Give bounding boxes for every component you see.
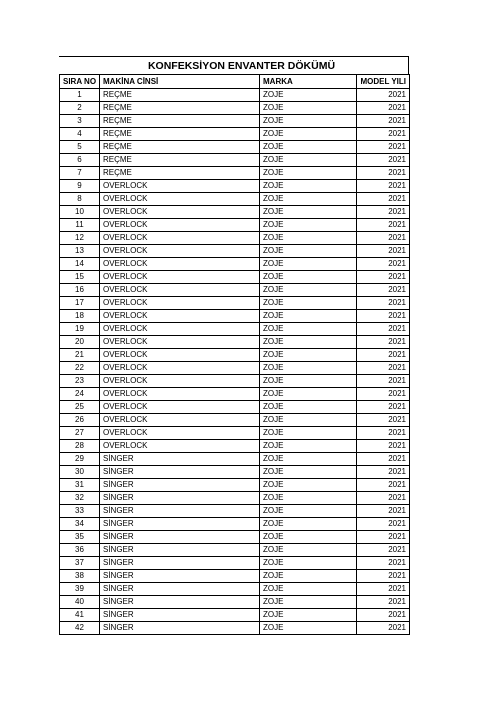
table-row: [60, 167, 410, 180]
cell-marka: ZOJE: [260, 219, 357, 232]
cell-model-yili: 2021: [357, 128, 410, 141]
cell-makina-cinsi: OVERLOCK: [100, 414, 260, 427]
cell-makina-cinsi: OVERLOCK: [100, 180, 260, 193]
table-row: [60, 531, 410, 544]
cell-makina-cinsi: OVERLOCK: [100, 206, 260, 219]
table-row: [60, 349, 410, 362]
cell-marka: ZOJE: [260, 466, 357, 479]
cell-model-yili: 2021: [357, 284, 410, 297]
cell-sira-no: 21: [60, 349, 100, 362]
cell-marka: ZOJE: [260, 557, 357, 570]
cell-marka: ZOJE: [260, 206, 357, 219]
cell-marka: ZOJE: [260, 258, 357, 271]
cell-sira-no: 18: [60, 310, 100, 323]
cell-marka: ZOJE: [260, 401, 357, 414]
cell-sira-no: 11: [60, 219, 100, 232]
cell-sira-no: 5: [60, 141, 100, 154]
cell-marka: ZOJE: [260, 349, 357, 362]
cell-model-yili: 2021: [357, 102, 410, 115]
cell-marka: ZOJE: [260, 583, 357, 596]
cell-sira-no: 42: [60, 622, 100, 635]
cell-makina-cinsi: SİNGER: [100, 531, 260, 544]
cell-model-yili: 2021: [357, 570, 410, 583]
cell-model-yili: 2021: [357, 440, 410, 453]
table-row: [60, 180, 410, 193]
table-row: [60, 219, 410, 232]
table-row: [60, 115, 410, 128]
cell-marka: ZOJE: [260, 609, 357, 622]
cell-model-yili: 2021: [357, 492, 410, 505]
cell-model-yili: 2021: [357, 310, 410, 323]
cell-sira-no: 20: [60, 336, 100, 349]
cell-makina-cinsi: OVERLOCK: [100, 323, 260, 336]
table-row: [60, 336, 410, 349]
cell-model-yili: 2021: [357, 336, 410, 349]
cell-sira-no: 1: [60, 89, 100, 102]
cell-model-yili: 2021: [357, 505, 410, 518]
cell-marka: ZOJE: [260, 570, 357, 583]
cell-sira-no: 23: [60, 375, 100, 388]
cell-model-yili: 2021: [357, 596, 410, 609]
cell-model-yili: 2021: [357, 479, 410, 492]
cell-model-yili: 2021: [357, 414, 410, 427]
cell-model-yili: 2021: [357, 193, 410, 206]
cell-model-yili: 2021: [357, 323, 410, 336]
cell-sira-no: 13: [60, 245, 100, 258]
cell-makina-cinsi: OVERLOCK: [100, 388, 260, 401]
cell-marka: ZOJE: [260, 102, 357, 115]
cell-sira-no: 6: [60, 154, 100, 167]
column-header-marka: MARKA: [260, 75, 357, 89]
cell-makina-cinsi: REÇME: [100, 89, 260, 102]
cell-marka: ZOJE: [260, 622, 357, 635]
cell-sira-no: 17: [60, 297, 100, 310]
cell-makina-cinsi: REÇME: [100, 154, 260, 167]
table-row: [60, 245, 410, 258]
cell-model-yili: 2021: [357, 375, 410, 388]
cell-makina-cinsi: REÇME: [100, 115, 260, 128]
cell-makina-cinsi: SİNGER: [100, 583, 260, 596]
cell-makina-cinsi: REÇME: [100, 102, 260, 115]
table-row: [60, 596, 410, 609]
cell-marka: ZOJE: [260, 154, 357, 167]
cell-model-yili: 2021: [357, 219, 410, 232]
cell-model-yili: 2021: [357, 206, 410, 219]
cell-makina-cinsi: OVERLOCK: [100, 401, 260, 414]
cell-marka: ZOJE: [260, 375, 357, 388]
cell-sira-no: 37: [60, 557, 100, 570]
cell-model-yili: 2021: [357, 609, 410, 622]
table-row: [60, 609, 410, 622]
cell-sira-no: 33: [60, 505, 100, 518]
cell-model-yili: 2021: [357, 557, 410, 570]
table-row: [60, 362, 410, 375]
cell-model-yili: 2021: [357, 518, 410, 531]
table-row: [60, 89, 410, 102]
table-body: [60, 89, 410, 635]
cell-makina-cinsi: SİNGER: [100, 596, 260, 609]
cell-marka: ZOJE: [260, 479, 357, 492]
cell-makina-cinsi: OVERLOCK: [100, 258, 260, 271]
cell-model-yili: 2021: [357, 297, 410, 310]
cell-makina-cinsi: OVERLOCK: [100, 336, 260, 349]
cell-sira-no: 32: [60, 492, 100, 505]
cell-marka: ZOJE: [260, 310, 357, 323]
cell-model-yili: 2021: [357, 245, 410, 258]
table-row: [60, 622, 410, 635]
cell-marka: ZOJE: [260, 245, 357, 258]
cell-marka: ZOJE: [260, 414, 357, 427]
cell-sira-no: 3: [60, 115, 100, 128]
cell-makina-cinsi: OVERLOCK: [100, 232, 260, 245]
cell-marka: ZOJE: [260, 518, 357, 531]
cell-model-yili: 2021: [357, 232, 410, 245]
table-row: [60, 557, 410, 570]
cell-makina-cinsi: OVERLOCK: [100, 427, 260, 440]
document-title: KONFEKSİYON ENVANTER DÖKÜMÜ: [59, 56, 409, 74]
cell-model-yili: 2021: [357, 466, 410, 479]
cell-makina-cinsi: REÇME: [100, 167, 260, 180]
table-row: [60, 232, 410, 245]
cell-marka: ZOJE: [260, 271, 357, 284]
cell-sira-no: 22: [60, 362, 100, 375]
table-header-row: [60, 75, 410, 89]
cell-makina-cinsi: SİNGER: [100, 466, 260, 479]
inventory-table: [59, 74, 410, 635]
cell-model-yili: 2021: [357, 141, 410, 154]
cell-makina-cinsi: OVERLOCK: [100, 297, 260, 310]
table-row: [60, 193, 410, 206]
cell-marka: ZOJE: [260, 492, 357, 505]
cell-sira-no: 40: [60, 596, 100, 609]
cell-sira-no: 25: [60, 401, 100, 414]
cell-sira-no: 24: [60, 388, 100, 401]
cell-model-yili: 2021: [357, 154, 410, 167]
table-row: [60, 414, 410, 427]
table-row: [60, 284, 410, 297]
cell-marka: ZOJE: [260, 128, 357, 141]
cell-marka: ZOJE: [260, 167, 357, 180]
cell-sira-no: 39: [60, 583, 100, 596]
cell-sira-no: 26: [60, 414, 100, 427]
table-row: [60, 128, 410, 141]
cell-makina-cinsi: SİNGER: [100, 570, 260, 583]
cell-marka: ZOJE: [260, 427, 357, 440]
cell-makina-cinsi: OVERLOCK: [100, 440, 260, 453]
cell-marka: ZOJE: [260, 336, 357, 349]
cell-makina-cinsi: OVERLOCK: [100, 349, 260, 362]
cell-sira-no: 12: [60, 232, 100, 245]
cell-sira-no: 28: [60, 440, 100, 453]
cell-marka: ZOJE: [260, 388, 357, 401]
cell-marka: ZOJE: [260, 232, 357, 245]
table-row: [60, 141, 410, 154]
cell-sira-no: 7: [60, 167, 100, 180]
cell-makina-cinsi: OVERLOCK: [100, 193, 260, 206]
table-row: [60, 505, 410, 518]
cell-sira-no: 41: [60, 609, 100, 622]
cell-model-yili: 2021: [357, 583, 410, 596]
cell-model-yili: 2021: [357, 388, 410, 401]
table-row: [60, 440, 410, 453]
cell-sira-no: 31: [60, 479, 100, 492]
cell-makina-cinsi: SİNGER: [100, 505, 260, 518]
cell-marka: ZOJE: [260, 362, 357, 375]
cell-model-yili: 2021: [357, 271, 410, 284]
cell-model-yili: 2021: [357, 180, 410, 193]
cell-sira-no: 38: [60, 570, 100, 583]
table-row: [60, 583, 410, 596]
cell-marka: ZOJE: [260, 141, 357, 154]
cell-model-yili: 2021: [357, 89, 410, 102]
table-row: [60, 258, 410, 271]
cell-model-yili: 2021: [357, 258, 410, 271]
cell-marka: ZOJE: [260, 596, 357, 609]
table-row: [60, 297, 410, 310]
cell-model-yili: 2021: [357, 453, 410, 466]
cell-marka: ZOJE: [260, 323, 357, 336]
cell-sira-no: 8: [60, 193, 100, 206]
cell-sira-no: 30: [60, 466, 100, 479]
cell-sira-no: 10: [60, 206, 100, 219]
cell-marka: ZOJE: [260, 180, 357, 193]
cell-marka: ZOJE: [260, 440, 357, 453]
cell-makina-cinsi: REÇME: [100, 141, 260, 154]
cell-model-yili: 2021: [357, 427, 410, 440]
cell-sira-no: 35: [60, 531, 100, 544]
cell-makina-cinsi: REÇME: [100, 128, 260, 141]
cell-makina-cinsi: SİNGER: [100, 453, 260, 466]
cell-makina-cinsi: OVERLOCK: [100, 375, 260, 388]
cell-sira-no: 29: [60, 453, 100, 466]
cell-marka: ZOJE: [260, 505, 357, 518]
cell-sira-no: 27: [60, 427, 100, 440]
cell-makina-cinsi: SİNGER: [100, 544, 260, 557]
table-row: [60, 479, 410, 492]
table-row: [60, 102, 410, 115]
table-row: [60, 323, 410, 336]
cell-model-yili: 2021: [357, 115, 410, 128]
cell-marka: ZOJE: [260, 453, 357, 466]
cell-makina-cinsi: OVERLOCK: [100, 271, 260, 284]
table-row: [60, 466, 410, 479]
table-row: [60, 375, 410, 388]
cell-sira-no: 16: [60, 284, 100, 297]
cell-makina-cinsi: SİNGER: [100, 622, 260, 635]
table-row: [60, 401, 410, 414]
cell-model-yili: 2021: [357, 531, 410, 544]
column-header-makina-cinsi: MAKİNA CİNSİ: [100, 75, 260, 89]
cell-sira-no: 15: [60, 271, 100, 284]
cell-model-yili: 2021: [357, 622, 410, 635]
cell-makina-cinsi: OVERLOCK: [100, 310, 260, 323]
table-row: [60, 518, 410, 531]
table-row: [60, 388, 410, 401]
table-row: [60, 154, 410, 167]
cell-makina-cinsi: SİNGER: [100, 609, 260, 622]
cell-makina-cinsi: OVERLOCK: [100, 362, 260, 375]
table-row: [60, 570, 410, 583]
table-row: [60, 310, 410, 323]
cell-sira-no: 2: [60, 102, 100, 115]
cell-makina-cinsi: SİNGER: [100, 479, 260, 492]
cell-marka: ZOJE: [260, 89, 357, 102]
cell-model-yili: 2021: [357, 167, 410, 180]
cell-makina-cinsi: OVERLOCK: [100, 245, 260, 258]
cell-sira-no: 19: [60, 323, 100, 336]
column-header-sira-no: SIRA NO: [60, 75, 100, 89]
cell-marka: ZOJE: [260, 531, 357, 544]
cell-model-yili: 2021: [357, 544, 410, 557]
cell-model-yili: 2021: [357, 362, 410, 375]
cell-sira-no: 4: [60, 128, 100, 141]
cell-sira-no: 34: [60, 518, 100, 531]
cell-marka: ZOJE: [260, 544, 357, 557]
cell-sira-no: 14: [60, 258, 100, 271]
cell-makina-cinsi: SİNGER: [100, 492, 260, 505]
table-row: [60, 271, 410, 284]
cell-makina-cinsi: OVERLOCK: [100, 219, 260, 232]
cell-sira-no: 36: [60, 544, 100, 557]
cell-model-yili: 2021: [357, 401, 410, 414]
table-row: [60, 206, 410, 219]
cell-makina-cinsi: SİNGER: [100, 557, 260, 570]
cell-makina-cinsi: SİNGER: [100, 518, 260, 531]
cell-makina-cinsi: OVERLOCK: [100, 284, 260, 297]
cell-sira-no: 9: [60, 180, 100, 193]
table-row: [60, 544, 410, 557]
cell-model-yili: 2021: [357, 349, 410, 362]
cell-marka: ZOJE: [260, 284, 357, 297]
table-row: [60, 492, 410, 505]
table-row: [60, 427, 410, 440]
column-header-model-yili: MODEL YILI: [357, 75, 410, 89]
cell-marka: ZOJE: [260, 193, 357, 206]
cell-marka: ZOJE: [260, 297, 357, 310]
cell-marka: ZOJE: [260, 115, 357, 128]
table-row: [60, 453, 410, 466]
